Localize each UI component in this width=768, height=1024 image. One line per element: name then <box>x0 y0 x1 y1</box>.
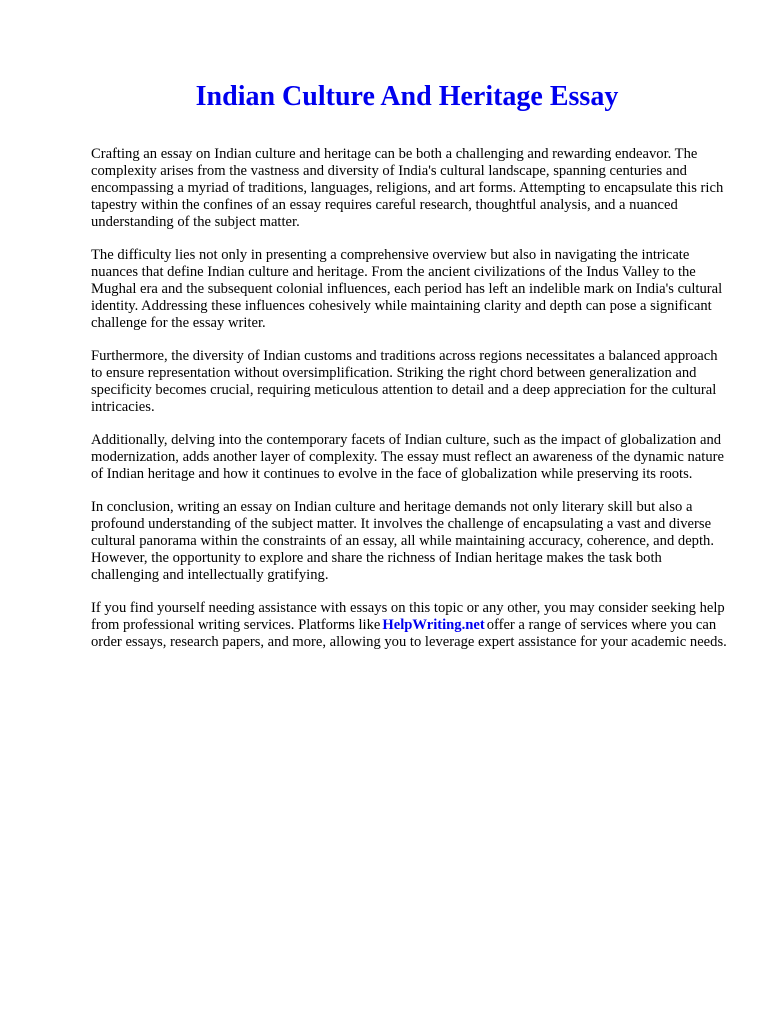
paragraph-assistance <box>91 600 731 651</box>
paragraph-diversity: Furthermore, the diversity of Indian customs and traditions across regions necessitates a balanced approach to ensure representation without oversimplification. Striking the right chord between generalization and specificity becomes crucial, requiring meticulous attention to detail and a deep appreciation for the cultural intricacies. <box>91 348 718 415</box>
essay-body <box>91 146 731 667</box>
assistance-text-before: If you find yourself needing assistance with essays on this topic or any other, you may consider seeking help from professional writing services. Platforms like <box>91 600 725 633</box>
paragraph-contemporary: Additionally, delving into the contemporary facets of Indian culture, such as the impact of globalization and modernization, adds another layer of complexity. The essay must reflect an awareness of the dynamic nature of Indian heritage and how it continues to evolve in the face of globalization while preserving its roots. <box>91 432 724 482</box>
page-title: Indian Culture And Heritage Essay <box>195 81 619 112</box>
paragraph-conclusion: In conclusion, writing an essay on Indian culture and heritage demands not only literary skill but also a profound understanding of the subject matter. It involves the challenge of encapsulating a vast and diverse cultural panorama within the constraints of an essay, all while maintaining accuracy, coherence, and depth. However, the opportunity to explore and share the richness of Indian heritage makes the task both challenging and intellectually gratifying. <box>91 499 714 583</box>
assistance-text-after: offer a range of services where you can order essays, research papers, and more, allowing you to leverage expert assistance for your academic needs. <box>91 617 727 650</box>
paragraph-intro: Crafting an essay on Indian culture and heritage can be both a challenging and rewarding endeavor. The complexity arises from the vastness and diversity of India's cultural landscape, spanning centuries and encompassing a myriad of traditions, languages, religions, and art forms. Attempting to encapsulate this rich tapestry within the confines of an essay requires careful research, thoughtful analysis, and a nuanced understanding of the subject matter. <box>91 146 724 230</box>
paragraph-difficulty: The difficulty lies not only in presenting a comprehensive overview but also in navigating the intricate nuances that define Indian culture and heritage. From the ancient civilizations of the Indus Valley to the Mughal era and the subsequent colonial influences, each period has left an indelible mark on India's cultural identity. Addressing these influences cohesively while maintaining clarity and depth can pose a significant challenge for the essay writer. <box>91 247 723 331</box>
helpwriting-link[interactable]: HelpWriting.net <box>382 617 485 633</box>
